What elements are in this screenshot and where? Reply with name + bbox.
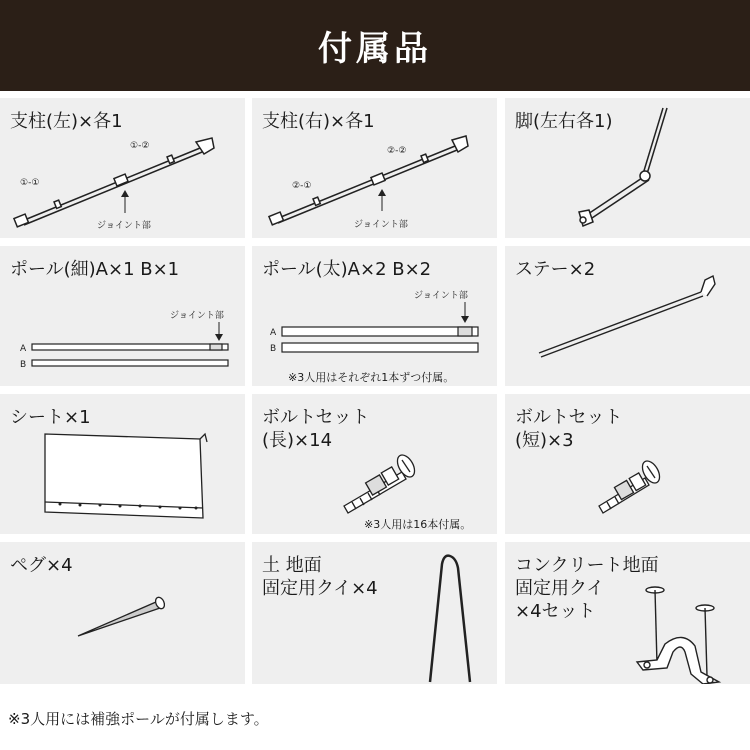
- item-label: ペグ×4: [10, 555, 73, 576]
- stay-illustration: [505, 246, 750, 386]
- legs-illustration: [505, 98, 750, 238]
- pole-letter-b: B: [20, 360, 27, 370]
- item-label: ボルトセット (長)×14: [262, 407, 370, 451]
- joint-label: ジョイント部: [97, 221, 151, 231]
- item-left-post: [0, 98, 245, 238]
- item-label: 土 地面 固定用クイ×4: [262, 555, 378, 599]
- item-label: ステー×2: [515, 259, 596, 280]
- right-post-illustration: [252, 98, 497, 238]
- bolt-long-illustration: [252, 394, 497, 534]
- thick-pole-illustration: [252, 246, 497, 386]
- item-sheet: [0, 394, 245, 534]
- soil-stake-illustration: [252, 542, 497, 684]
- item-thin-pole: [0, 246, 245, 386]
- tag-1-1: ①-①: [20, 178, 40, 188]
- item-soil-stake: [252, 542, 497, 684]
- item-label: 脚(左右各1): [515, 111, 613, 132]
- item-label: 支柱(右)×各1: [262, 111, 375, 132]
- item-thick-pole: [252, 246, 497, 386]
- header-bar: [0, 0, 750, 91]
- item-peg: [0, 542, 245, 684]
- joint-label: ジョイント部: [414, 291, 468, 301]
- item-label: ボルトセット (短)×3: [515, 407, 623, 451]
- item-label: 支柱(左)×各1: [10, 111, 123, 132]
- item-label: コンクリート地面 固定用クイ ×4セット: [515, 555, 659, 622]
- left-post-illustration: [0, 98, 245, 238]
- tag-1-2: ①-②: [130, 141, 150, 151]
- joint-label: ジョイント部: [354, 220, 408, 230]
- thin-pole-illustration: [0, 246, 245, 386]
- sheet-illustration: [0, 394, 245, 534]
- pole-letter-a: A: [270, 328, 277, 338]
- quantity-note: ※3人用はそれぞれ1本ずつ付属。: [288, 371, 455, 384]
- item-label: ポール(太)A×2 B×2: [262, 259, 432, 280]
- item-bolt-short: [505, 394, 750, 534]
- footer-note: ※3人用には補強ポールが付属します。: [8, 710, 269, 728]
- bolt-short-illustration: [505, 394, 750, 534]
- item-concrete-stake: [505, 542, 750, 684]
- quantity-note: ※3人用は16本付属。: [364, 518, 472, 531]
- pole-letter-a: A: [20, 344, 27, 354]
- tag-2-1: ②-①: [292, 181, 312, 191]
- page-title: 付属品: [318, 29, 432, 69]
- item-label: シート×1: [10, 407, 91, 428]
- item-bolt-long: [252, 394, 497, 534]
- joint-label: ジョイント部: [170, 311, 224, 321]
- pole-letter-b: B: [270, 344, 277, 354]
- item-stay: [505, 246, 750, 386]
- item-label: ポール(細)A×1 B×1: [10, 259, 180, 280]
- item-right-post: [252, 98, 497, 238]
- peg-illustration: [0, 542, 245, 684]
- tag-2-2: ②-②: [387, 146, 407, 156]
- item-legs: [505, 98, 750, 238]
- concrete-stake-illustration: [505, 542, 750, 684]
